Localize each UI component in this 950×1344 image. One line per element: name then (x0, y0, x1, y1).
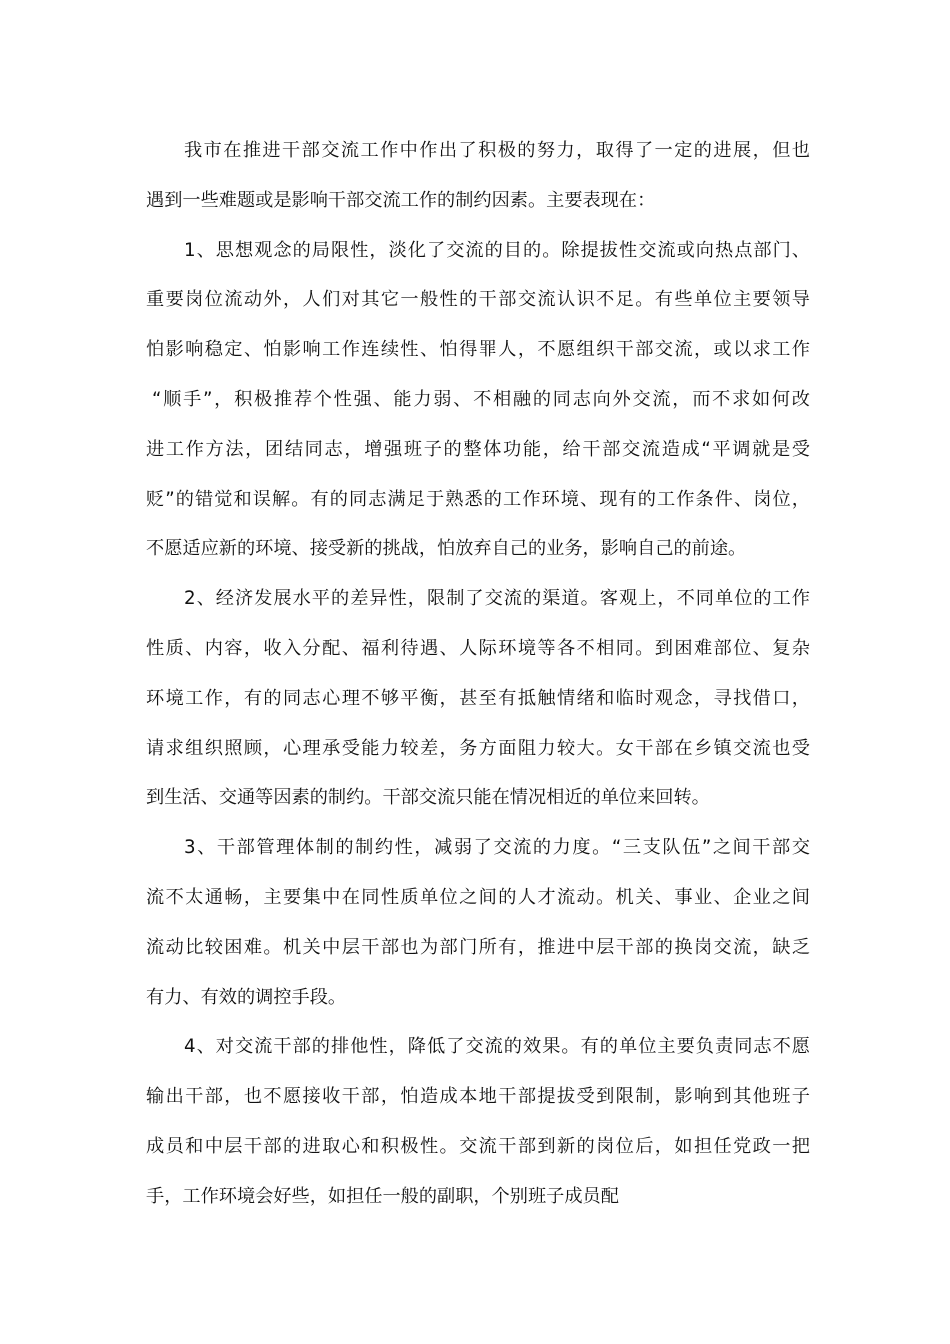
paragraph-4-line-3: 成员和中层干部的进取心和积极性。交流干部到新的岗位后，如担任党政一把 (146, 1135, 810, 1157)
paragraph-2-line-1: 2、经济发展水平的差异性，限制了交流的渠道。客观上，不同单位的工作 (184, 588, 810, 610)
paragraph-2-line-4: 请求组织照顾，心理承受能力较差，务方面阻力较大。女干部在乡镇交流也受 (146, 737, 810, 759)
paragraph-intro-line-1: 我市在推进干部交流工作中作出了积极的努力，取得了一定的进展，但也 (184, 140, 810, 161)
paragraph-2-line-2: 性质、内容，收入分配、福利待遇、人际环境等各不相同。到困难部位、复杂 (146, 637, 810, 659)
paragraph-4-line-2: 输出干部，也不愿接收干部，怕造成本地干部提拔受到限制，影响到其他班子 (146, 1086, 810, 1108)
paragraph-3-line-3: 流动比较困难。机关中层干部也为部门所有，推进中层干部的换岗交流，缺乏 (146, 936, 810, 958)
paragraph-intro-line-2: 遇到一些难题或是影响干部交流工作的制约因素。主要表现在： (146, 189, 656, 211)
paragraph-1-line-1: 1、思想观念的局限性，淡化了交流的目的。除提拔性交流或向热点部门、 (184, 239, 810, 261)
paragraph-3-line-4: 有力、有效的调控手段。 (146, 986, 347, 1008)
paragraph-2-line-3: 环境工作，有的同志心理不够平衡，甚至有抵触情绪和临时观念，寻找借口， (146, 687, 810, 709)
paragraph-1-line-6: 贬”的错觉和误解。有的同志满足于熟悉的工作环境、现有的工作条件、岗位， (146, 488, 810, 510)
document-body (146, 126, 810, 1222)
paragraph-1-line-4: “顺手”，积极推荐个性强、能力弱、不相融的同志向外交流，而不求如何改 (152, 388, 810, 410)
paragraph-1-line-3: 怕影响稳定、怕影响工作连续性、怕得罪人，不愿组织干部交流，或以求工作 (146, 339, 810, 361)
paragraph-4-line-1: 4、对交流干部的排他性，降低了交流的效果。有的单位主要负责同志不愿 (184, 1036, 810, 1058)
paragraph-2-line-5: 到生活、交通等因素的制约。干部交流只能在情况相近的单位来回转。 (146, 787, 710, 809)
paragraph-3-line-1: 3、干部管理体制的制约性，减弱了交流的力度。“三支队伍”之间干部交 (184, 837, 810, 859)
paragraph-4-line-4: 手，工作环境会好些，如担任一般的副职，个别班子成员配 (146, 1185, 619, 1207)
paragraph-1-line-7: 不愿适应新的环境、接受新的挑战，怕放弃自己的业务，影响自己的前途。 (146, 538, 747, 560)
paragraph-3-line-2: 流不太通畅，主要集中在同性质单位之间的人才流动。机关、事业、企业之间 (146, 886, 810, 908)
paragraph-1-line-2: 重要岗位流动外，人们对其它一般性的干部交流认识不足。有些单位主要领导 (146, 289, 810, 311)
paragraph-1-line-5: 进工作方法，团结同志，增强班子的整体功能，给干部交流造成“平调就是受 (146, 438, 810, 460)
